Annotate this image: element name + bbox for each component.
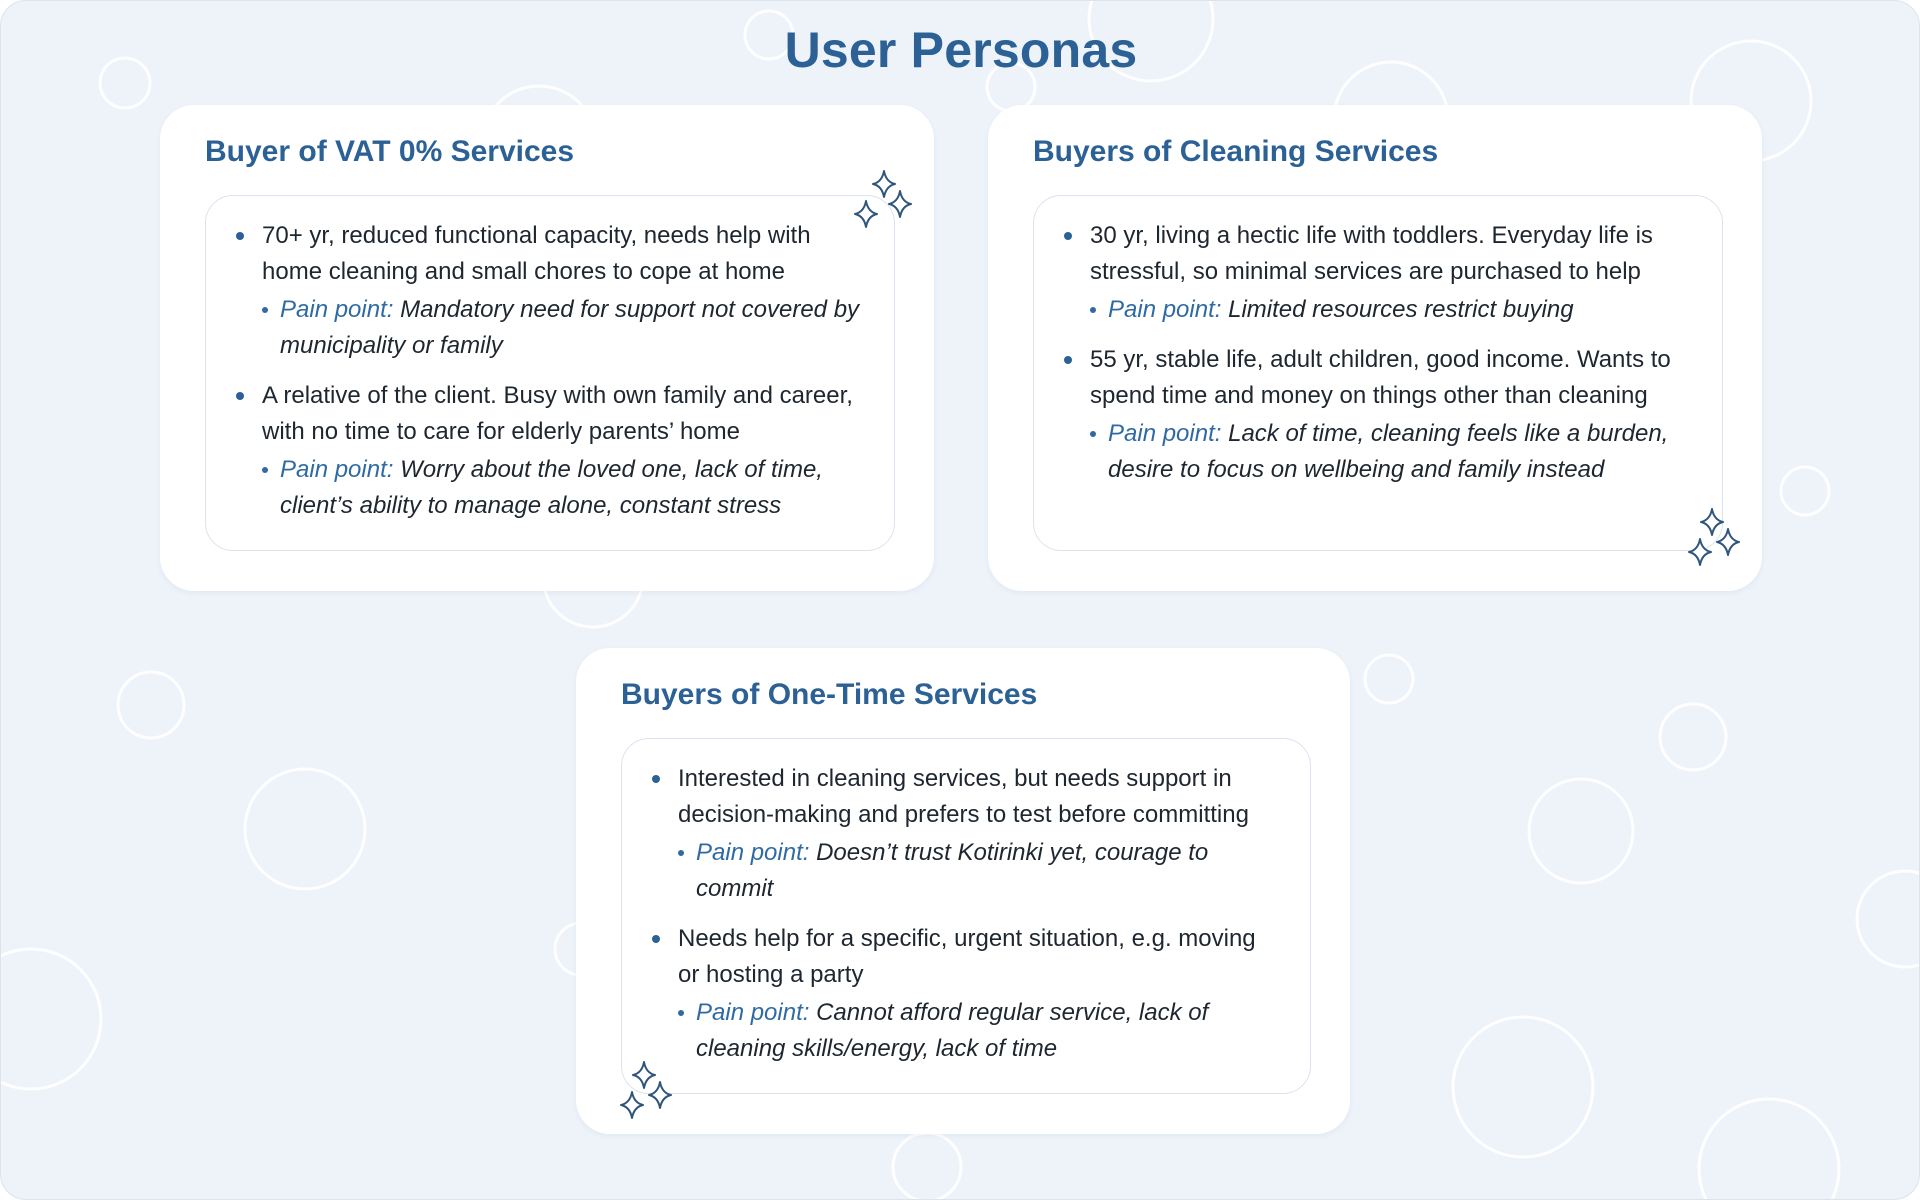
pain-point-label: Pain point: [1108, 420, 1229, 447]
pain-point-label: Pain point: [280, 296, 401, 323]
bubble-decoration [1365, 655, 1413, 703]
bubble-decoration [1857, 871, 1920, 967]
pain-point-label: Pain point: [696, 839, 817, 866]
bullet-icon [1090, 431, 1096, 437]
sparkle-icon [1686, 505, 1746, 571]
persona-item [234, 378, 866, 524]
pain-point [678, 835, 1282, 907]
bullet-icon [652, 775, 660, 783]
pain-point [678, 995, 1282, 1067]
pain-point-label: Pain point: [696, 999, 817, 1026]
pain-point [1090, 416, 1694, 488]
bubble-decoration [893, 1133, 961, 1200]
bullet-icon [652, 935, 660, 943]
pain-point-text: Limited resources restrict buying [1228, 296, 1574, 323]
page-title: User Personas [784, 22, 1138, 78]
persona-card-vat [160, 105, 934, 591]
pain-point-text: Cannot afford regular service, lack of cleaning skills/energy, lack of time [696, 999, 1209, 1062]
persona-heading: Buyers of Cleaning Services [1033, 135, 1439, 168]
bullet-icon [1090, 307, 1096, 313]
bullet-icon [1064, 232, 1072, 240]
pain-point-text: Doesn’t trust Kotirinki yet, courage to commit [696, 839, 1209, 902]
persona-description: 70+ yr, reduced functional capacity, needs help with home cleaning and small chores to cope at home [262, 222, 811, 285]
persona-description: 30 yr, living a hectic life with toddlers. Everyday life is stressful, so minimal services are purchased to help [1090, 222, 1653, 285]
bullet-icon [678, 1010, 684, 1016]
persona-heading: Buyer of VAT 0% Services [205, 135, 575, 168]
persona-heading: Buyers of One-Time Services [621, 678, 1038, 711]
pain-point [1090, 292, 1694, 328]
pain-point-text: Lack of time, cleaning feels like a burden, desire to focus on wellbeing and family instead [1108, 420, 1669, 483]
pain-point-text: Worry about the loved one, lack of time, client’s ability to manage alone, constant stress [280, 456, 823, 519]
persona-item [234, 218, 866, 364]
persona-description: Needs help for a specific, urgent situation, e.g. moving or hosting a party [678, 925, 1256, 988]
persona-description: 55 yr, stable life, adult children, good income. Wants to spend time and money on things other than cleaning [1090, 346, 1671, 409]
bullet-icon [678, 850, 684, 856]
sparkle-icon [618, 1058, 678, 1124]
pain-point-label: Pain point: [1108, 296, 1229, 323]
persona-details-box [621, 738, 1311, 1094]
persona-item [1062, 218, 1694, 328]
bubble-decoration [1781, 467, 1829, 515]
persona-item [650, 761, 1282, 907]
bullet-icon [236, 392, 244, 400]
pain-point-label: Pain point: [280, 456, 401, 483]
persona-card-one-time [576, 648, 1350, 1134]
bubble-decoration [1453, 1017, 1593, 1157]
bubble-decoration [1, 949, 101, 1089]
pain-point-text: Mandatory need for support not covered by municipality or family [280, 296, 860, 359]
bubble-decoration [245, 769, 365, 889]
pain-point [262, 452, 866, 524]
bullet-icon [262, 307, 268, 313]
bubble-decoration [118, 672, 184, 738]
bullet-icon [236, 232, 244, 240]
persona-description: Interested in cleaning services, but needs support in decision-making and prefers to test before committing [678, 765, 1249, 828]
persona-card-cleaning [988, 105, 1762, 591]
bubble-decoration [1529, 779, 1633, 883]
persona-item [650, 921, 1282, 1067]
persona-description: A relative of the client. Busy with own family and career, with no time to care for elderly parents’ home [262, 382, 853, 445]
bubble-decoration [1660, 704, 1726, 770]
sparkle-icon [852, 167, 912, 233]
bubble-decoration [1699, 1099, 1839, 1200]
bullet-icon [1064, 356, 1072, 364]
persona-details-box [1033, 195, 1723, 551]
persona-item [1062, 342, 1694, 488]
bullet-icon [262, 467, 268, 473]
pain-point [262, 292, 866, 364]
persona-details-box [205, 195, 895, 551]
